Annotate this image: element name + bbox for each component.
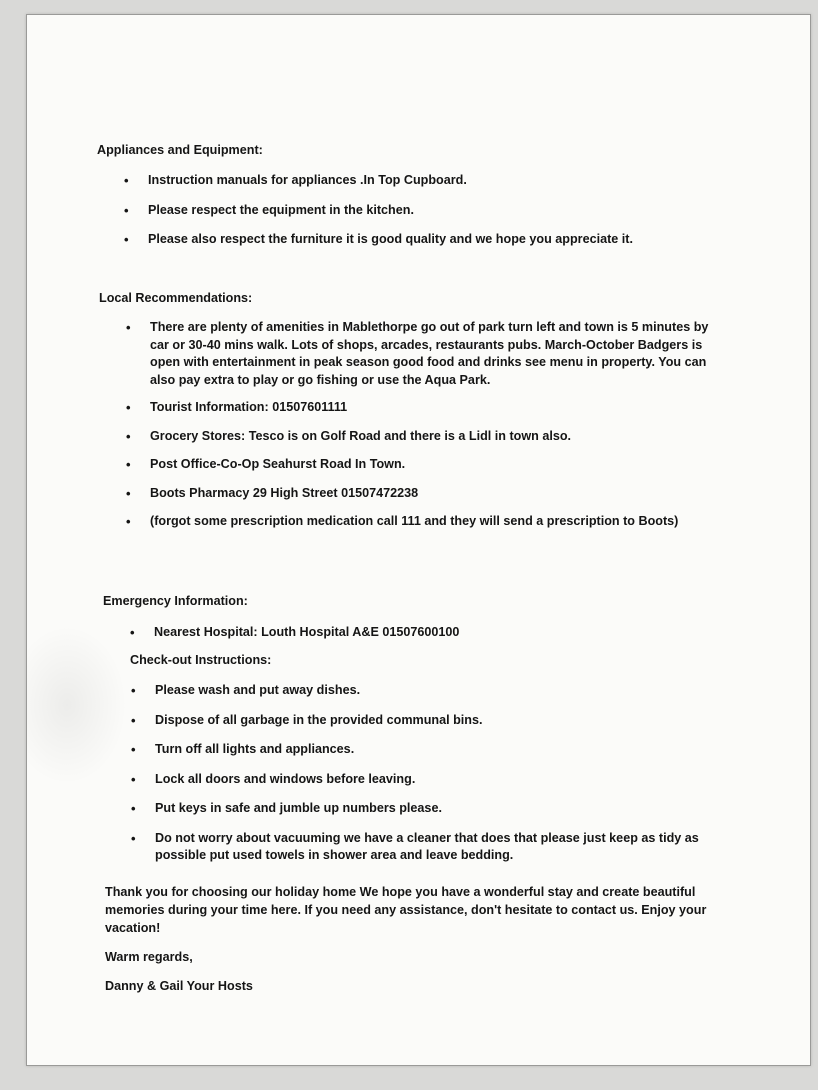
list-item: • Instruction manuals for appliances .In Top Cupboard. [122,172,772,190]
list-item: • Please also respect the furniture it is good quality and we hope you appreciate it. [122,231,772,249]
document-page [26,14,811,1066]
list-item: • Post Office-Co-Op Seahurst Road In Town. [124,456,784,474]
emergency-heading: Emergency Information: [103,594,248,608]
checkout-list [129,682,749,865]
list-item: • Please wash and put away dishes. [129,682,749,700]
local-list [124,319,784,531]
list-item: • Lock all doors and windows before leaving. [129,771,749,789]
list-item: • Please respect the equipment in the kitchen. [122,202,772,220]
thank-you-paragraph: Thank you for choosing our holiday home We hope you have a wonderful stay and create beautiful memories during your time here. If you need any assistance, don't hesitate to contact us. Enjoy your vacation! [105,885,707,935]
list-item: • Boots Pharmacy 29 High Street 01507472238 [124,485,784,503]
document-content [27,15,810,1065]
list-item: • Dispose of all garbage in the provided communal bins. [129,712,749,730]
host-signature: Danny & Gail Your Hosts [105,979,253,993]
list-item: • Tourist Information: 01507601111 [124,399,784,417]
list-item: • (forgot some prescription medication call 111 and they will send a prescription to Boots) [124,513,784,531]
checkout-heading: Check-out Instructions: [130,653,272,667]
list-item: • Put keys in safe and jumble up numbers please. [129,800,749,818]
warm-regards: Warm regards, [105,950,193,964]
list-item: • Turn off all lights and appliances. [129,741,749,759]
list-item: • There are plenty of amenities in Mablethorpe go out of park turn left and town is 5 minutes by car or 30-40 mins walk. Lots of shops, arcades, restaurants pubs. March-October Badgers is open with entertainment in peak season good food and drinks see menu in property. You can also pay extra to play or go fishing or use the Aqua Park. [124,319,710,389]
appliances-list [122,172,772,249]
local-heading: Local Recommendations: [99,291,253,305]
appliances-heading: Appliances and Equipment: [97,143,263,157]
emergency-list [128,624,768,642]
list-item: • Nearest Hospital: Louth Hospital A&E 01507600100 [128,624,768,642]
list-item: • Grocery Stores: Tesco is on Golf Road and there is a Lidl in town also. [124,428,784,446]
list-item: • Do not worry about vacuuming we have a cleaner that does that please just keep as tidy as possible put used towels in shower area and leave bedding. [129,830,749,865]
